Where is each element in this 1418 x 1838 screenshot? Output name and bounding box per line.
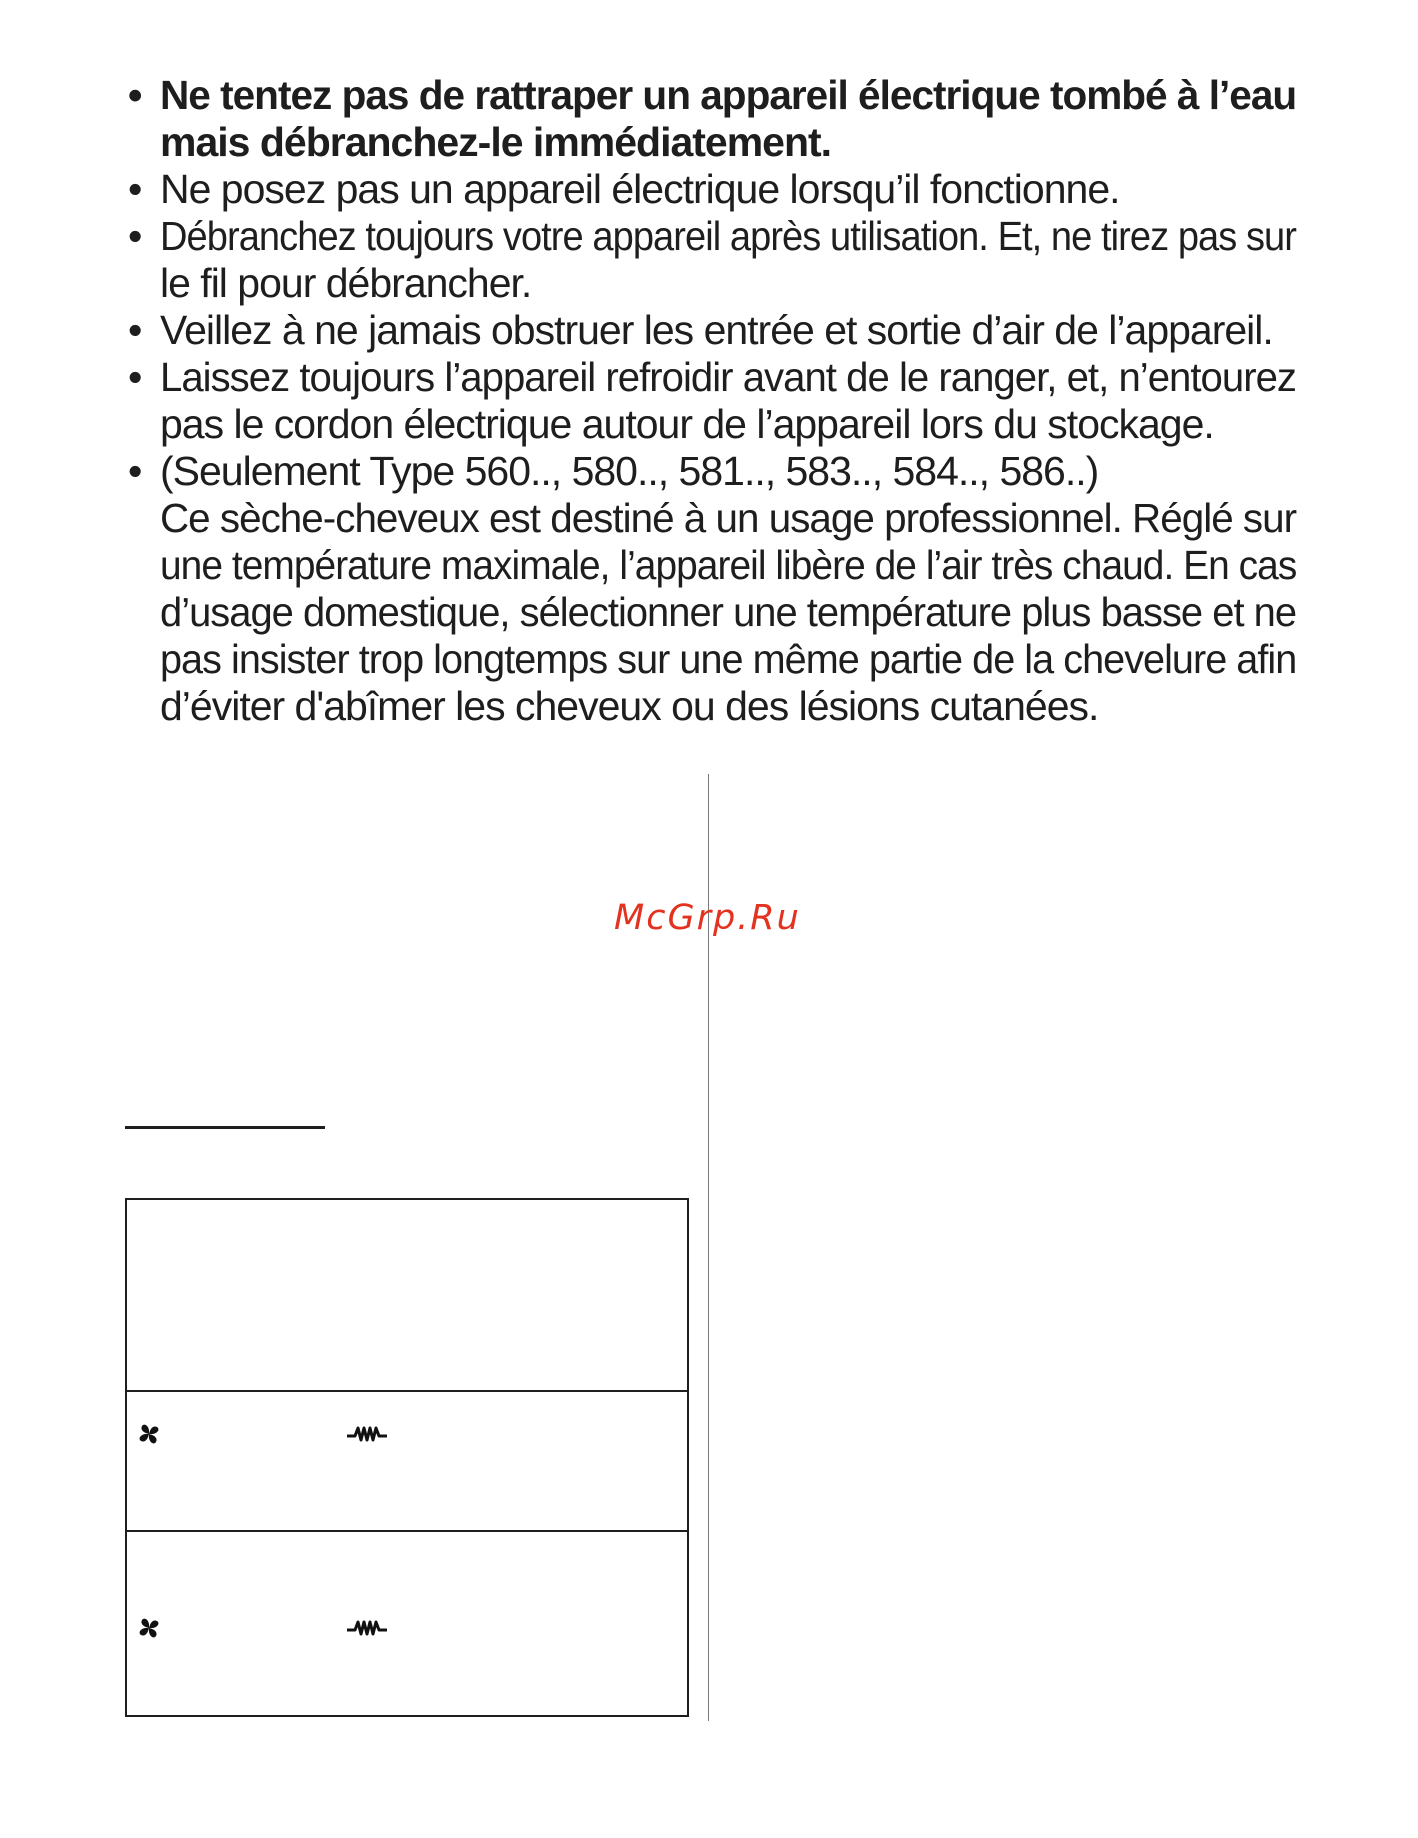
bullet-line: • Débranchez toujours votre appareil après utilisation. Et, ne tirez pas sur xyxy=(160,213,1297,259)
bullet-item-2 xyxy=(128,166,1296,213)
bullet-line: mais débranchez-le immédiatement. xyxy=(160,119,832,165)
bullet-item-4 xyxy=(128,307,1296,354)
bullet-line: d’usage domestique, sélectionner une température plus basse et ne xyxy=(160,589,1297,635)
settings-table xyxy=(125,1198,689,1717)
bullet-line: pas le cordon électrique autour de l’appareil lors du stockage. xyxy=(160,401,1214,447)
bullet-line: une température maximale, l’appareil libère de l’air très chaud. En cas xyxy=(160,542,1297,588)
bullet-line: Ce sèche-cheveux est destiné à un usage professionnel. Réglé sur xyxy=(160,495,1297,541)
bullet-line: • Ne posez pas un appareil électrique lorsqu’il fonctionne. xyxy=(160,166,1120,212)
bullet-line: d’éviter d'abîmer les cheveux ou des lésions cutanées. xyxy=(160,683,1099,729)
table-divider xyxy=(127,1390,687,1392)
safety-instructions-list xyxy=(128,72,1296,730)
fan-icon xyxy=(137,1422,177,1446)
table-divider xyxy=(127,1530,687,1532)
bullet-line: • (Seulement Type 560.., 580.., 581.., 583.., 584.., 586..) xyxy=(160,448,1099,494)
watermark: McGrp.Ru xyxy=(614,898,801,938)
bullet-line: • Laissez toujours l’appareil refroidir avant de le ranger, et, n’entourez xyxy=(160,354,1296,400)
bullet-item-3 xyxy=(128,213,1296,307)
section-rule xyxy=(125,1126,325,1129)
heating-coil-icon xyxy=(347,1424,387,1448)
bullet-line: le fil pour débrancher. xyxy=(160,260,532,306)
bullet-line: pas insister trop longtemps sur une même partie de la chevelure afin xyxy=(160,636,1297,682)
bullet-line: • Veillez à ne jamais obstruer les entrée et sortie d’air de l’appareil. xyxy=(160,307,1273,353)
fan-icon xyxy=(137,1616,177,1640)
bullet-item-5 xyxy=(128,354,1296,448)
bullet-line: • Ne tentez pas de rattraper un appareil électrique tombé à l’eau xyxy=(160,72,1297,118)
bullet-item-1 xyxy=(128,72,1296,166)
bullet-item-6 xyxy=(128,448,1296,730)
heating-coil-icon xyxy=(347,1618,387,1642)
